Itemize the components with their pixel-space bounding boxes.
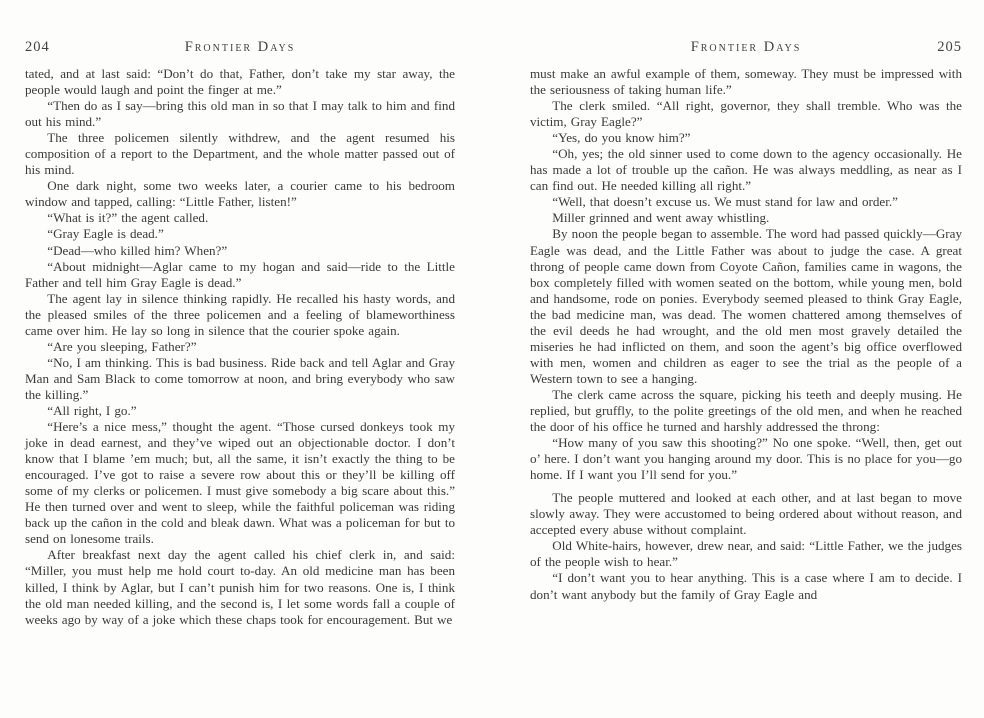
page-header-left: [25, 38, 455, 56]
paragraph: The clerk smiled. “All right, governor, they shall tremble. Who was the victim, Gray Eagle?”: [530, 98, 962, 130]
paragraph: The clerk came across the square, picking his teeth and deeply musing. He replied, but gruffly, to the polite greetings of the old men, and when he reached the door of his office he turned and harshly addressed the throng:: [530, 386, 962, 435]
paragraph: “All right, I go.”: [47, 402, 137, 418]
page-header-right: [530, 38, 962, 56]
paragraph: By noon the people began to assemble. The word had passed quickly—Gray Eagle was dead, and the Little Father was about to judge the case. A great throng of people came down from Coyote Cañon, families came in wagons, the box completely filled with women seated on the bottom, while young men, bold and handsome, rode on ponies. Everybody seemed pleased to think Gray Eagle, the bad medicine man, was dead. The women chattered among themselves of the evil deeds he had wrought, and the old men most gravely detailed the miseries he had inflicted on them, and soon the agent’s big office overflowed with men, women and children as eager to see the trial as the people of a Western town to see a hanging.: [530, 226, 962, 386]
paragraph: “Oh, yes; the old sinner used to come down to the agency occasionally. He has made a lot of trouble up the cañon. He was always meddling, as near as I can find out. He needed killing all right.”: [530, 146, 962, 194]
paragraph: must make an awful example of them, someway. They must be impressed with the seriousness of taking human life.”: [530, 66, 962, 98]
paragraph: “No, I am thinking. This is bad business. Ride back and tell Aglar and Gray Man and Sam Black to come tomorrow at noon, and bring everybody who saw the killing.”: [25, 354, 455, 402]
page-number-205: 205: [937, 39, 962, 55]
running-head-right: Frontier Days: [690, 39, 802, 55]
paragraph: “About midnight—Aglar came to my hogan and said—ride to the Little Father and tell him Gray Eagle is dead.”: [25, 258, 455, 290]
paragraph: “Are you sleeping, Father?”: [47, 338, 197, 354]
paragraph: “How many of you saw this shooting?” No one spoke. “Well, then, get out o’ here. I don’t want you hanging around my door. This is no place for you—go home. If I want you I’ll send for you.”: [530, 435, 962, 483]
page-number-204: 204: [25, 39, 50, 55]
paragraph: tated, and at last said: “Don’t do that, Father, don’t take my star away, the people would laugh and point the finger at me.”: [25, 66, 455, 98]
paragraph: “I don’t want you to hear anything. This is a case where I am to decide. I don’t want anybody but the family of Gray Eagle and: [530, 570, 962, 602]
paragraph: One dark night, some two weeks later, a courier came to his bedroom window and tapped, calling: “Little Father, listen!”: [25, 178, 455, 210]
running-head-left: Frontier Days: [184, 39, 296, 55]
paragraph: “Well, that doesn’t excuse us. We must stand for law and order.”: [552, 194, 898, 210]
page-text-205: [530, 66, 962, 603]
paragraph: The people muttered and looked at each other, and at last began to move slowly away. They were accustomed to being ordered about without reason, and accepted every abuse without complaint.: [530, 490, 962, 538]
paragraph: “Here’s a nice mess,” thought the agent. “Those cursed donkeys took my joke in dead earnest, and they’ve wiped out an objectionable doctor. I don’t know that I blame ’em much; but, all the same, it isn’t exactly the thing to be encouraged. I’ve got to raise a severe row about this or they’ll be killing off some of my clerks or policemen. I must give somebody a big scare about this.” He then turned over and went to sleep, while the faithful policeman was riding back up the cañon in the cold and bleak dawn. What was a policeman for but to send on lonesome trails.: [25, 419, 455, 547]
page-text-204: [25, 66, 455, 628]
paragraph: The three policemen silently withdrew, and the agent resumed his composition of a report to the Department, and the whole matter passed out of his mind.: [25, 130, 455, 178]
paragraph: “Then do as I say—bring this old man in so that I may talk to him and find out his mind.”: [25, 98, 455, 130]
paragraph: The agent lay in silence thinking rapidly. He recalled his hasty words, and the pleased smiles of the three policemen and a feeling of blameworthiness came over him. He lay so long in silence that the courier spoke again.: [25, 290, 455, 338]
paragraph: “Gray Eagle is dead.”: [47, 226, 164, 242]
paragraph: Miller grinned and went away whistling.: [552, 210, 770, 226]
page-right: [492, 0, 984, 718]
paragraph: Old White-hairs, however, drew near, and said: “Little Father, we the judges of the people wish to hear.”: [530, 538, 962, 570]
paragraph: “What is it?” the agent called.: [47, 210, 209, 226]
paragraph: “Yes, do you know him?”: [552, 130, 691, 146]
paragraph: “Dead—who killed him? When?”: [47, 242, 228, 258]
paragraph: After breakfast next day the agent called his chief clerk in, and said: “Miller, you must help me hold court to-day. An old medicine man has been killed, I think by Aglar, but I can’t punish him for two reasons. One is, I think the old man needed killing, and the second is, I let some words fall a couple of weeks ago by way of a joke which these chaps took for encouragement. But we: [25, 547, 455, 627]
